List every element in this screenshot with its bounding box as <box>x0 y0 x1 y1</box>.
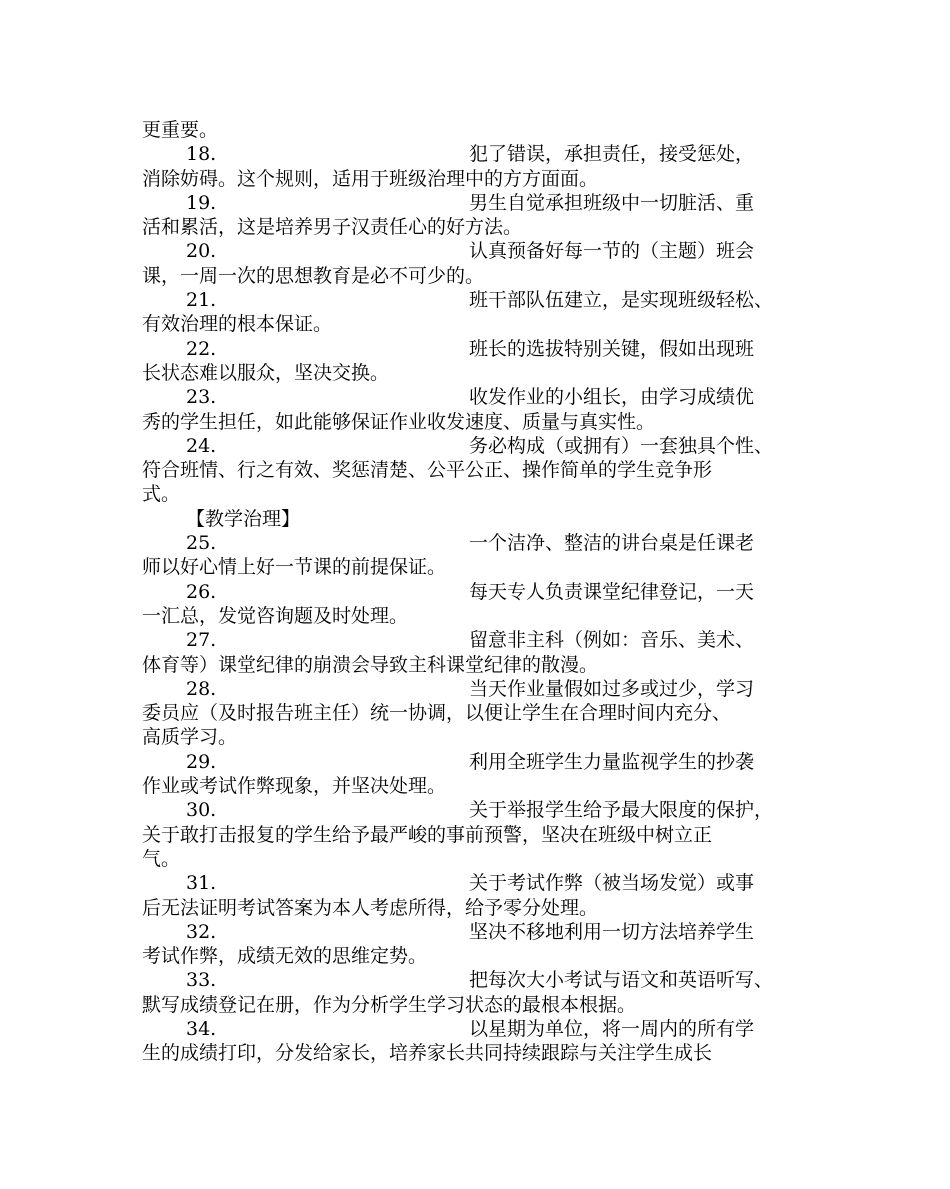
item-continuation-line <box>142 482 822 506</box>
item-number: 19. <box>186 191 217 214</box>
item-text: 收发作业的小组长，由学习成绩优 <box>469 386 755 409</box>
item-continuation-line <box>142 555 822 579</box>
item-number: 21. <box>186 289 217 312</box>
item-continuation-line <box>142 1041 822 1065</box>
item-text: 每天专人负责课堂纪律登记，一天 <box>469 580 755 603</box>
item-text: 课，一周一次的思想教育是必不可少的。 <box>142 264 485 287</box>
item-continuation-line <box>142 215 822 239</box>
item-text: 关于举报学生给予最大限度的保护， <box>469 799 774 822</box>
item-text: 作业或考试作弊现象，并坚决处理。 <box>142 775 447 798</box>
item-list-teaching-management <box>142 531 822 1066</box>
item-continuation-line <box>142 167 822 191</box>
item-first-line <box>142 385 822 409</box>
item-text: 消除妨碍。这个规则，适用于班级治理中的方方面面。 <box>142 167 599 190</box>
item-text: 体育等）课堂纪律的崩溃会导致主科课堂纪律的散漫。 <box>142 653 599 676</box>
section-heading: 【教学治理】 <box>186 507 301 530</box>
item-continuation-line <box>142 361 822 385</box>
item-text: 班长的选拔特别关键，假如出现班 <box>469 337 755 360</box>
item-first-line <box>142 288 822 312</box>
item-continuation-line <box>142 774 822 798</box>
item-text: 务必构成（或拥有）一套独具个性、 <box>469 434 774 457</box>
item-text: 一汇总，发觉咨询题及时处理。 <box>142 604 409 627</box>
item-number: 26. <box>186 580 217 603</box>
item-first-line <box>142 142 822 166</box>
intro-line: 更重要。 <box>142 119 219 141</box>
section-heading-line <box>142 507 822 531</box>
item-text: 当天作业量假如过多或过少，学习 <box>469 677 755 700</box>
item-continuation-line <box>142 264 822 288</box>
item-number: 30. <box>186 799 217 822</box>
item-continuation-line <box>142 410 822 434</box>
item-list-class-management <box>142 142 822 506</box>
item-first-line <box>142 239 822 263</box>
item-text: 有效治理的根本保证。 <box>142 313 333 336</box>
item-text: 关于考试作弊（被当场发觉）或事 <box>469 872 755 895</box>
item-text: 默写成绩登记在册，作为分析学生学习状态的最根本根据。 <box>142 993 637 1016</box>
item-continuation-line <box>142 944 822 968</box>
item-text: 生的成绩打印，分发给家长，培养家长共同持续跟踪与关注学生成长 <box>142 1042 713 1065</box>
item-number: 20. <box>186 240 217 263</box>
item-number: 31. <box>186 872 217 895</box>
item-continuation-line <box>142 823 822 847</box>
item-text: 活和累活，这是培养男子汉责任心的好方法。 <box>142 216 523 239</box>
item-continuation-line <box>142 896 822 920</box>
item-text: 式。 <box>142 483 181 506</box>
item-number: 24. <box>186 434 217 457</box>
item-first-line <box>142 531 822 555</box>
item-first-line <box>142 191 822 215</box>
item-first-line <box>142 920 822 944</box>
item-first-line <box>142 968 822 992</box>
text-line <box>142 118 822 142</box>
item-text: 一个洁净、整洁的讲台桌是任课老 <box>469 532 755 555</box>
item-first-line <box>142 677 822 701</box>
item-text: 关于敢打击报复的学生给予最严峻的事前预警，坚决在班级中树立正 <box>142 823 713 846</box>
item-continuation-line <box>142 725 822 749</box>
item-text: 坚决不移地利用一切方法培养学生 <box>469 920 755 943</box>
item-number: 29. <box>186 750 217 773</box>
item-number: 33. <box>186 969 217 992</box>
item-text: 符合班情、行之有效、奖惩清楚、公平公正、操作简单的学生竞争形 <box>142 459 713 482</box>
item-continuation-line <box>142 701 822 725</box>
item-continuation-line <box>142 653 822 677</box>
item-text: 师以好心情上好一节课的前提保证。 <box>142 556 447 579</box>
item-text: 犯了错误，承担责任，接受惩处， <box>469 143 755 166</box>
item-text: 把每次大小考试与语文和英语听写、 <box>469 969 774 992</box>
item-text: 以星期为单位，将一周内的所有学 <box>469 1017 755 1040</box>
item-first-line <box>142 434 822 458</box>
item-continuation-line <box>142 993 822 1017</box>
item-continuation-line <box>142 458 822 482</box>
item-number: 18. <box>186 143 217 166</box>
item-number: 27. <box>186 629 217 652</box>
item-first-line <box>142 580 822 604</box>
item-first-line <box>142 871 822 895</box>
document-body <box>142 118 822 1066</box>
item-number: 28. <box>186 677 217 700</box>
item-first-line <box>142 798 822 822</box>
item-number: 25. <box>186 532 217 555</box>
item-text: 考试作弊，成绩无效的思维定势。 <box>142 945 428 968</box>
item-first-line <box>142 337 822 361</box>
item-first-line <box>142 1017 822 1041</box>
item-continuation-line <box>142 847 822 871</box>
item-text: 班干部队伍建立，是实现班级轻松、 <box>469 289 774 312</box>
item-text: 长状态难以服众，坚决交换。 <box>142 361 390 384</box>
item-first-line <box>142 750 822 774</box>
item-text: 高质学习。 <box>142 726 238 749</box>
item-continuation-line <box>142 604 822 628</box>
item-text: 秀的学生担任，如此能够保证作业收发速度、质量与真实性。 <box>142 410 656 433</box>
item-text: 男生自觉承担班级中一切脏活、重 <box>469 191 755 214</box>
item-text: 认真预备好每一节的（主题）班会 <box>469 240 755 263</box>
item-number: 22. <box>186 337 217 360</box>
item-continuation-line <box>142 312 822 336</box>
item-number: 34. <box>186 1017 217 1040</box>
item-text: 利用全班学生力量监视学生的抄袭 <box>469 750 755 773</box>
item-text: 后无法证明考试答案为本人考虑所得，给予零分处理。 <box>142 896 599 919</box>
item-number: 32. <box>186 920 217 943</box>
item-text: 留意非主科（例如：音乐、美术、 <box>469 629 755 652</box>
item-number: 23. <box>186 386 217 409</box>
item-text: 委员应（及时报告班主任）统一协调，以便让学生在合理时间内充分、 <box>142 702 732 725</box>
item-text: 气。 <box>142 847 181 870</box>
item-first-line <box>142 628 822 652</box>
